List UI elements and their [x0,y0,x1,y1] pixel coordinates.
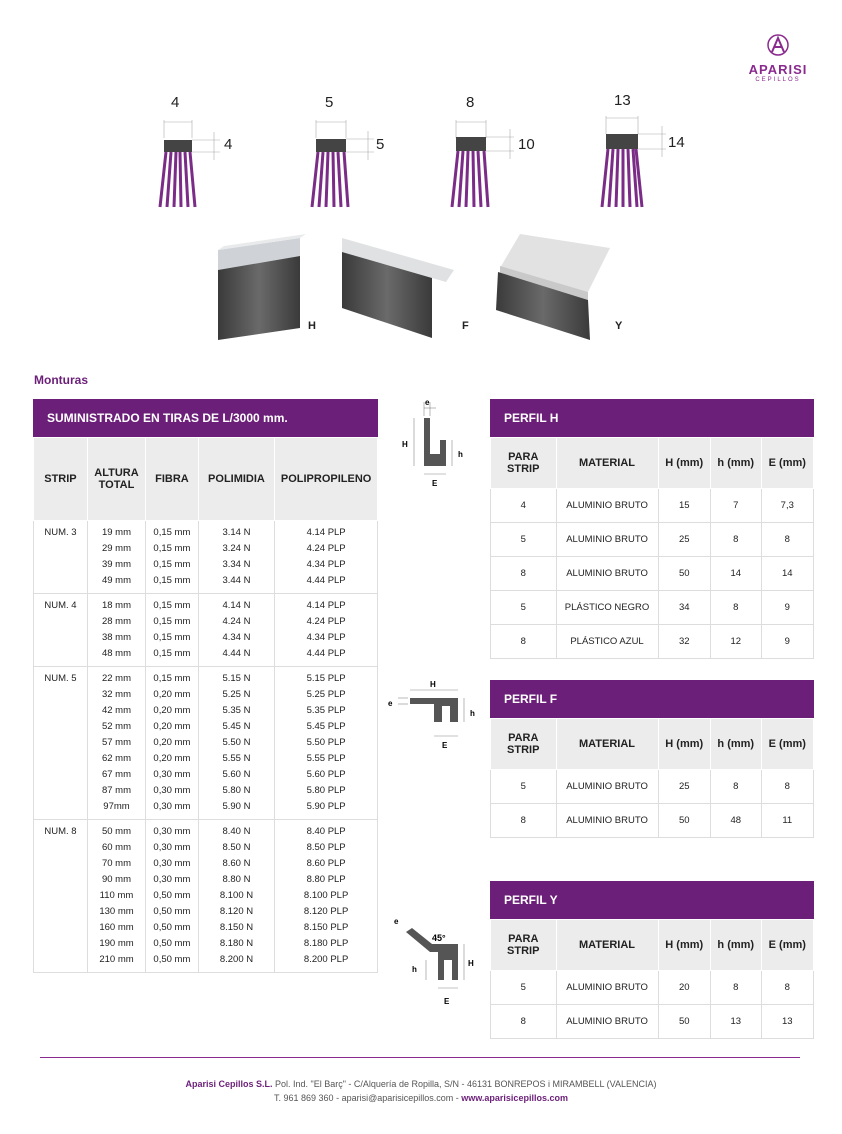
cell-value: 62 mm [101,753,132,764]
perfil-y-table [490,881,814,1039]
perfil-y-diagram [388,910,488,1010]
profile-f-label: F [462,320,469,332]
profile-h-photo [218,234,306,340]
dim-E: E [432,479,438,488]
cell-value: 3.24 N [222,543,251,554]
cell-value: 5.15 PLP [306,673,346,684]
dim-E: E [444,997,450,1006]
footer-website-link[interactable]: www.aparisicepillos.com [461,1093,568,1103]
table-cell: 14 [761,557,813,591]
value-cell [87,594,145,667]
cell-value: 8.80 N [222,874,251,885]
cell-value: 22 mm [101,673,132,684]
brush-height-label: 5 [376,136,385,153]
cell-value: 5.90 N [222,801,251,812]
cell-value: 5.50 N [222,737,251,748]
table-cell: 50 [658,557,710,591]
table-cell: ALUMINIO BRUTO [556,557,658,591]
cell-value: 4.14 N [222,600,251,611]
table-cell: 11 [761,804,813,838]
table-cell: 8 [710,591,761,625]
table-cell: 14 [710,557,761,591]
table-cell: ALUMINIO BRUTO [556,489,658,523]
cell-value: 5.35 N [222,705,251,716]
profile-y-label: Y [615,320,623,332]
company-logo [748,34,808,83]
table-cell: 8 [710,770,761,804]
table-cell: ALUMINIO BRUTO [556,770,658,804]
perfil-title: PERFIL H [490,399,814,437]
brush-strip-icon [592,110,672,210]
cell-value: 42 mm [101,705,132,716]
cell-value: 5.25 N [222,689,251,700]
cell-value: 0,30 mm [153,874,191,885]
brush-height-label: 10 [518,136,535,153]
table-cell: 8 [710,523,761,557]
profile-f-photo [342,238,454,338]
col-header: E (mm) [761,920,813,971]
cell-value: 8.100 N [219,890,254,901]
table-cell: ALUMINIO BRUTO [556,1005,658,1039]
cell-value: 5.60 N [222,769,251,780]
value-cell [87,521,145,594]
cell-value: 8.200 N [219,954,254,965]
cell-value: 32 mm [101,689,132,700]
table-cell: 34 [658,591,710,625]
perfil-h-table [490,399,814,659]
table-cell: 50 [658,1005,710,1039]
table-cell: 32 [658,625,710,659]
cell-value: 52 mm [101,721,132,732]
cell-value: 0,50 mm [153,954,191,965]
cell-value: 90 mm [101,874,132,885]
col-header: h (mm) [710,438,761,489]
cell-value: 8.50 N [222,842,251,853]
table-cell: PLÁSTICO AZUL [556,625,658,659]
profile-photos [210,228,630,348]
cell-value: 57 mm [101,737,132,748]
cell-value: 4.44 N [222,648,251,659]
value-cell [198,820,274,973]
cell-value: 0,30 mm [153,801,191,812]
brush-dimension-drawings [150,92,830,212]
cell-value: 38 mm [101,632,132,643]
value-cell [275,594,378,667]
brush-height-label: 14 [668,134,685,151]
cell-value: 50 mm [101,826,132,837]
cell-value: 0,15 mm [153,527,191,538]
value-cell [146,521,199,594]
table-cell: 5 [491,971,557,1005]
cell-value: 8.60 N [222,858,251,869]
strip-group-row [34,820,378,973]
cell-value: 4.24 PLP [306,616,346,627]
table-row [491,557,814,591]
cell-value: 0,15 mm [153,616,191,627]
dim-e: e [388,699,393,708]
table-cell: 8 [710,971,761,1005]
cell-value: 0,30 mm [153,858,191,869]
value-cell [146,594,199,667]
table-cell: 8 [491,557,557,591]
value-cell [87,667,145,820]
brush-width-label: 4 [171,94,180,111]
col-header: E (mm) [761,438,813,489]
cell-value: 4.34 PLP [306,632,346,643]
table-cell: 4 [491,489,557,523]
cell-value: 0,30 mm [153,842,191,853]
col-header: PARA STRIP [491,920,557,971]
table-cell: PLÁSTICO NEGRO [556,591,658,625]
table-cell: 15 [658,489,710,523]
cell-value: 0,30 mm [153,785,191,796]
footer [0,1077,842,1105]
cell-value: 39 mm [101,559,132,570]
value-cell [87,820,145,973]
table-cell: ALUMINIO BRUTO [556,523,658,557]
dim-H: H [468,959,474,968]
dim-h: h [412,965,417,974]
strip-cell: NUM. 8 [34,820,88,973]
col-header: MATERIAL [556,719,658,770]
table-cell: 9 [761,591,813,625]
col-header: MATERIAL [556,920,658,971]
cell-value: 4.34 PLP [306,559,346,570]
cell-value: 110 mm [99,890,134,901]
strip-group-row [34,521,378,594]
cell-value: 8.60 PLP [306,858,346,869]
cell-value: 4.34 N [222,632,251,643]
cell-value: 8.180 PLP [303,938,349,949]
col-header: POLIMIDIA [198,438,274,521]
cell-value: 5.45 N [222,721,251,732]
cell-value: 0,50 mm [153,890,191,901]
table-cell: 5 [491,523,557,557]
table-cell: 8 [761,971,813,1005]
brush-height-label: 4 [224,136,233,153]
strips-table [33,399,378,973]
cell-value: 18 mm [101,600,132,611]
table-cell: 50 [658,804,710,838]
table-cell: 7,3 [761,489,813,523]
cell-value: 5.90 PLP [306,801,346,812]
brush-strip-icon [302,112,385,212]
cell-value: 5.80 PLP [306,785,346,796]
dim-h: h [470,709,475,718]
table-cell: 7 [710,489,761,523]
table-cell: ALUMINIO BRUTO [556,971,658,1005]
cell-value: 8.40 PLP [306,826,346,837]
cell-value: 3.34 N [222,559,251,570]
cell-value: 60 mm [101,842,132,853]
table-cell: 9 [761,625,813,659]
table-cell: 20 [658,971,710,1005]
cell-value: 0,20 mm [153,721,191,732]
cell-value: 0,30 mm [153,769,191,780]
cell-value: 19 mm [101,527,132,538]
cell-value: 4.24 PLP [306,543,346,554]
cell-value: 97mm [103,801,130,812]
cell-value: 8.180 N [219,938,254,949]
col-header: MATERIAL [556,438,658,489]
strip-cell: NUM. 5 [34,667,88,820]
cell-value: 8.150 PLP [303,922,349,933]
cell-value: 4.14 PLP [306,527,346,538]
cell-value: 8.120 PLP [303,906,349,917]
cell-value: 130 mm [99,906,134,917]
cell-value: 0,15 mm [153,673,191,684]
brush-width-label: 8 [466,94,475,111]
table-cell: 5 [491,591,557,625]
cell-value: 0,20 mm [153,737,191,748]
table-row [491,489,814,523]
col-header: STRIP [34,438,88,521]
cell-value: 0,15 mm [153,543,191,554]
logo-sub: CEPILLOS [755,77,801,83]
col-header: PARA STRIP [491,438,557,489]
table-cell: ALUMINIO BRUTO [556,804,658,838]
col-header: h (mm) [710,719,761,770]
table-cell: 8 [761,770,813,804]
table-row [491,971,814,1005]
cell-value: 5.50 PLP [306,737,346,748]
value-cell [198,667,274,820]
cell-value: 0,20 mm [153,689,191,700]
footer-address: Pol. Ind. "El Barç" - C/Alquería de Ropilla, S/N - 46131 BONREPOS i MIRAMBELL (VALENCIA) [272,1079,657,1089]
cell-value: 8.100 PLP [303,890,349,901]
dim-h: h [458,450,463,459]
value-cell [275,820,378,973]
perfil-f-table [490,680,814,838]
col-header: POLIPROPILENO [275,438,378,521]
table-cell: 13 [761,1005,813,1039]
table-row [491,804,814,838]
table-cell: 8 [491,1005,557,1039]
table-cell: 25 [658,770,710,804]
col-header: h (mm) [710,920,761,971]
col-header: FIBRA [146,438,199,521]
cell-value: 3.14 N [222,527,251,538]
cell-value: 0,50 mm [153,922,191,933]
col-header: ALTURA TOTAL [87,438,145,521]
profile-h-label: H [308,320,316,332]
dim-H: H [430,680,436,689]
section-title: Monturas [34,373,88,387]
cell-value: 8.50 PLP [306,842,346,853]
brush-width-label: 13 [614,92,631,109]
table-row [491,1005,814,1039]
cell-value: 29 mm [101,543,132,554]
cell-value: 5.35 PLP [306,705,346,716]
cell-value: 5.55 N [222,753,251,764]
cell-value: 28 mm [101,616,132,627]
strip-group-row [34,667,378,820]
cell-value: 0,50 mm [153,906,191,917]
table-row [491,523,814,557]
cell-value: 4.44 PLP [306,575,346,586]
col-header: H (mm) [658,920,710,971]
cell-value: 160 mm [99,922,134,933]
cell-value: 8.40 N [222,826,251,837]
table-cell: 5 [491,770,557,804]
col-header: H (mm) [658,719,710,770]
strip-cell: NUM. 3 [34,521,88,594]
cell-value: 8.200 PLP [303,954,349,965]
table-cell: 8 [491,804,557,838]
cell-value: 5.45 PLP [306,721,346,732]
cell-value: 48 mm [101,648,132,659]
cell-value: 5.60 PLP [306,769,346,780]
table-cell: 8 [761,523,813,557]
cell-value: 5.80 N [222,785,251,796]
cell-value: 4.44 PLP [306,648,346,659]
cell-value: 67 mm [101,769,132,780]
table-row [491,591,814,625]
logo-brand: APARISI [748,62,808,77]
value-cell [146,820,199,973]
cell-value: 5.15 N [222,673,251,684]
dim-E: E [442,741,448,750]
cell-value: 87 mm [101,785,132,796]
col-header: H (mm) [658,438,710,489]
perfil-h-diagram [396,396,478,490]
profile-y-photo [496,234,610,340]
dim-e: e [425,398,430,407]
value-cell [275,521,378,594]
dim-e: e [394,917,399,926]
brush-strip-icon [150,112,233,212]
table-cell: 25 [658,523,710,557]
strips-table-header: SUMINISTRADO EN TIRAS DE L/3000 mm. [33,399,378,437]
table-row [491,770,814,804]
table-cell: 13 [710,1005,761,1039]
value-cell [275,667,378,820]
col-header: E (mm) [761,719,813,770]
table-row [491,625,814,659]
cell-value: 0,15 mm [153,600,191,611]
cell-value: 210 mm [99,954,134,965]
perfil-title: PERFIL Y [490,881,814,919]
cell-value: 8.80 PLP [306,874,346,885]
cell-value: 0,15 mm [153,559,191,570]
table-cell: 8 [491,625,557,659]
cell-value: 3.44 N [222,575,251,586]
dim-H: H [402,440,408,449]
value-cell [146,667,199,820]
value-cell [198,521,274,594]
value-cell [198,594,274,667]
table-cell: 12 [710,625,761,659]
cell-value: 8.120 N [219,906,254,917]
cell-value: 0,15 mm [153,575,191,586]
strip-cell: NUM. 4 [34,594,88,667]
brush-width-label: 5 [325,94,334,111]
col-header: PARA STRIP [491,719,557,770]
perfil-title: PERFIL F [490,680,814,718]
cell-value: 4.14 PLP [306,600,346,611]
footer-company: Aparisi Cepillos S.L. [185,1079,273,1089]
cell-value: 5.55 PLP [306,753,346,764]
table-cell: 48 [710,804,761,838]
cell-value: 0,15 mm [153,648,191,659]
cell-value: 8.150 N [219,922,254,933]
perfil-f-diagram [384,676,484,756]
cell-value: 0,50 mm [153,938,191,949]
cell-value: 70 mm [101,858,132,869]
cell-value: 49 mm [101,575,132,586]
brush-strip-icon [442,112,522,212]
cell-value: 4.24 N [222,616,251,627]
footer-divider [40,1057,800,1058]
footer-contact: T. 961 869 360 - aparisi@aparisicepillos.com - [274,1093,462,1103]
cell-value: 5.25 PLP [306,689,346,700]
cell-value: 0,20 mm [153,705,191,716]
strip-group-row [34,594,378,667]
cell-value: 0,20 mm [153,753,191,764]
dim-angle: 45° [432,933,446,943]
logo-mark-icon [764,34,792,56]
cell-value: 0,15 mm [153,632,191,643]
cell-value: 0,30 mm [153,826,191,837]
cell-value: 190 mm [99,938,134,949]
